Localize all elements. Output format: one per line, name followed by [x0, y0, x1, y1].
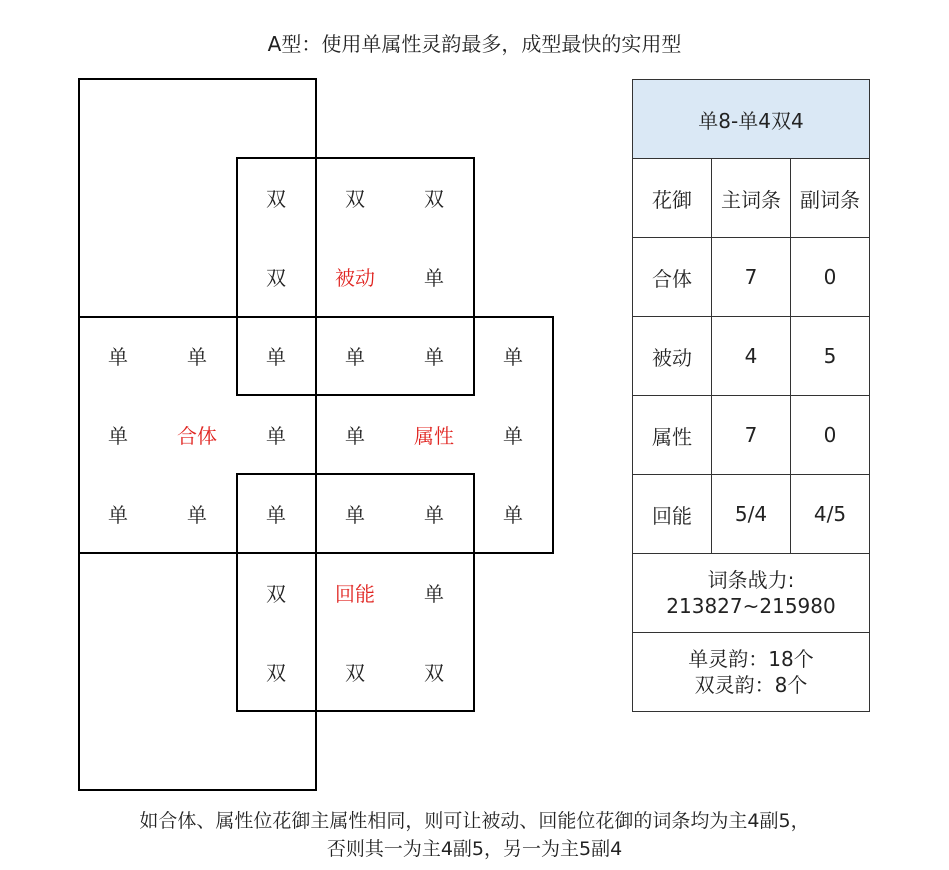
grid-cell: 双: [266, 581, 286, 606]
double-count: 双灵韵：8个: [694, 673, 808, 697]
power-value: 213827~215980: [666, 594, 836, 618]
table-cell: 合体: [633, 238, 712, 317]
grid-cell: 单: [108, 344, 128, 369]
grid-cell: 单: [266, 423, 286, 448]
table-cell: 回能: [633, 475, 712, 554]
table-cell: 5/4: [712, 475, 791, 554]
grid-cell: 单: [187, 502, 207, 527]
column-header: 花御: [633, 159, 712, 238]
table-cell: 4: [712, 317, 791, 396]
grid-cell: 单: [424, 581, 444, 606]
grid-cell: 单: [108, 423, 128, 448]
slot-label-合体: 合体: [177, 423, 217, 448]
grid-cell: 单: [187, 344, 207, 369]
grid-cell: 单: [503, 423, 523, 448]
table-cell: 0: [791, 396, 869, 475]
summary-table: [632, 79, 870, 712]
grid-cell: 单: [108, 502, 128, 527]
table-cell: 5: [791, 317, 869, 396]
grid-cell: 单: [424, 344, 444, 369]
power-label: 词条战力:: [707, 568, 795, 592]
grid-cell: 双: [424, 660, 444, 685]
grid-cell: 单: [424, 502, 444, 527]
grid-cell: 单: [503, 502, 523, 527]
page-title: A型：使用单属性灵韵最多，成型最快的实用型: [267, 32, 682, 56]
footer-note-line2: 否则其一为主4副5，另一为主5副4: [326, 838, 623, 860]
table-header: 单8-单4双4: [633, 80, 869, 159]
grid-cell: 单: [345, 344, 365, 369]
grid-cell: 单: [345, 502, 365, 527]
table-cell: 7: [712, 238, 791, 317]
grid-cell: 双: [266, 186, 286, 211]
column-header: 主词条: [712, 159, 791, 238]
footer-note-line1: 如合体、属性位花御主属性相同，则可让被动、回能位花御的词条均为主4副5，: [139, 810, 810, 832]
grid-cell: 单: [345, 423, 365, 448]
single-count: 单灵韵：18个: [688, 647, 814, 671]
column-header: 副词条: [791, 159, 869, 238]
count-cell: [633, 633, 869, 711]
grid-cell: 单: [424, 265, 444, 290]
slot-label-属性: 属性: [414, 423, 454, 448]
table-cell: 4/5: [791, 475, 869, 554]
grid-cell: 双: [345, 660, 365, 685]
table-cell: 7: [712, 396, 791, 475]
grid-cell: 单: [266, 344, 286, 369]
slot-label-回能: 回能: [335, 581, 375, 606]
grid-cell: 双: [266, 660, 286, 685]
table-cell: 属性: [633, 396, 712, 475]
grid-cell: 双: [424, 186, 444, 211]
power-cell: [633, 554, 869, 633]
grid-cell: 双: [266, 265, 286, 290]
table-cell: 0: [791, 238, 869, 317]
grid-cell: 单: [503, 344, 523, 369]
grid-cell: 双: [345, 186, 365, 211]
grid-cell: 单: [266, 502, 286, 527]
slot-label-被动: 被动: [335, 265, 375, 290]
table-cell: 被动: [633, 317, 712, 396]
